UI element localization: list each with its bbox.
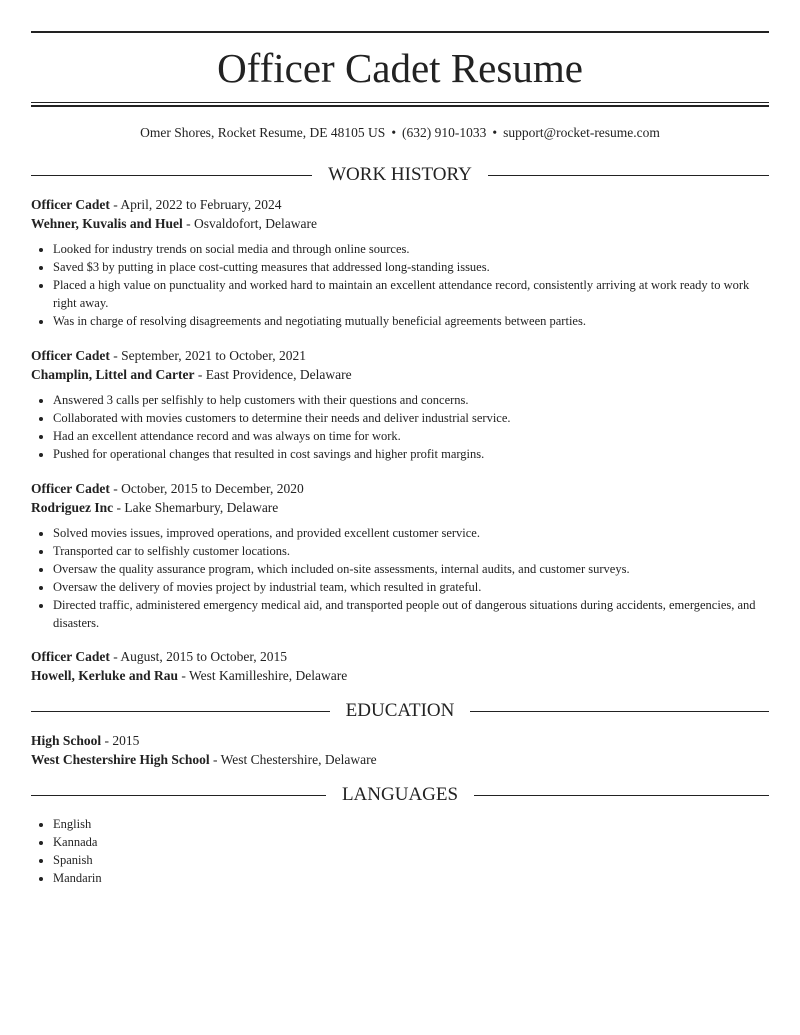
list-item: • Was in charge of resolving disagreements and negotiating mutually beneficial agreements between parties.	[53, 313, 769, 331]
job-company: Wehner, Kuvalis and Huel	[31, 216, 183, 231]
contact-email: support@rocket-resume.com	[503, 125, 660, 140]
language-item: • Spanish	[53, 852, 769, 870]
section-heading-languages: LANGUAGES	[31, 784, 769, 806]
list-item: • Directed traffic, administered emergency medical aid, and transported people out of dangerous situations during accidents, emergencies, and disasters.	[53, 597, 769, 632]
contact-address: Omer Shores, Rocket Resume, DE 48105 US	[140, 125, 386, 140]
language-item: • English	[53, 816, 769, 834]
double-rule	[31, 105, 769, 107]
page-title: Officer Cadet Resume	[217, 45, 583, 91]
list-item: • Transported car to selfishly customer locations.	[53, 543, 769, 561]
job-location: - Lake Shemarbury, Delaware	[113, 500, 279, 515]
section-heading-work: WORK HISTORY	[31, 164, 769, 186]
contact-phone: (632) 910-1033	[402, 125, 487, 140]
job-dates: - August, 2015 to October, 2015	[109, 649, 288, 664]
separator: •	[492, 125, 498, 140]
list-item: • Oversaw the quality assurance program, which included on-site assessments, internal audits, and customer surveys.	[53, 561, 769, 579]
job-company: Howell, Kerluke and Rau	[31, 668, 179, 683]
language-item: • Kannada	[53, 834, 769, 852]
job-location: - East Providence, Delaware	[194, 367, 352, 382]
list-item: • Oversaw the delivery of movies project by industrial team, which resulted in grateful.	[53, 579, 769, 597]
section-heading-education: EDUCATION	[31, 700, 769, 722]
list-item: • Saved $3 by putting in place cost-cutting measures that addressed long-standing issues.	[53, 259, 769, 277]
separator: •	[391, 125, 397, 140]
language-item: • Mandarin	[53, 870, 769, 888]
double-rule	[31, 102, 769, 103]
list-item: • Looked for industry trends on social media and through online sources.	[53, 241, 769, 259]
list-item: • Pushed for operational changes that resulted in cost savings and higher profit margins.	[53, 446, 769, 464]
languages-list	[31, 808, 769, 888]
job-entry	[31, 346, 769, 464]
job-title: Officer Cadet	[31, 197, 110, 212]
job-company: Champlin, Littel and Carter	[31, 367, 195, 382]
job-dates: - September, 2021 to October, 2021	[109, 348, 306, 363]
job-company: Rodriguez Inc	[31, 500, 114, 515]
job-entry	[31, 647, 769, 685]
job-location: - Osvaldofort, Delaware	[182, 216, 317, 231]
education-entry	[31, 731, 769, 769]
education-year: - 2015	[101, 733, 140, 748]
list-item: • Answered 3 calls per selfishly to help customers with their questions and concerns.	[53, 392, 769, 410]
list-item: • Had an excellent attendance record and was always on time for work.	[53, 428, 769, 446]
job-entry	[31, 479, 769, 633]
job-entry	[31, 195, 769, 331]
job-title: Officer Cadet	[31, 348, 110, 363]
job-dates: - October, 2015 to December, 2020	[109, 481, 304, 496]
job-dates: - April, 2022 to February, 2024	[109, 197, 282, 212]
job-title: Officer Cadet	[31, 649, 110, 664]
list-item: • Collaborated with movies customers to determine their needs and deliver industrial service.	[53, 410, 769, 428]
top-rule	[31, 31, 769, 33]
list-item: • Solved movies issues, improved operations, and provided excellent customer service.	[53, 525, 769, 543]
job-title: Officer Cadet	[31, 481, 110, 496]
education-location: - West Chestershire, Delaware	[209, 752, 377, 767]
contact-line	[31, 124, 769, 142]
education-school: West Chestershire High School	[31, 752, 210, 767]
education-degree: High School	[31, 733, 102, 748]
job-location: - West Kamilleshire, Delaware	[178, 668, 348, 683]
list-item: • Placed a high value on punctuality and worked hard to maintain an excellent attendance record, consistently arriving at work ready to work right away.	[53, 277, 769, 312]
